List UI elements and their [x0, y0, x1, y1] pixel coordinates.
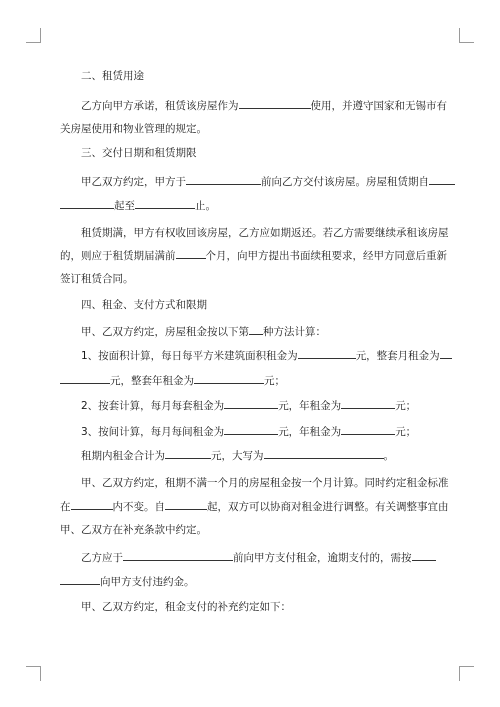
- penalty-rate-blank-cont[interactable]: [60, 574, 100, 585]
- rent-adjustment-line-1: 甲、乙双方约定，租期不满一个月的房屋租金按一个月计算。同时约定租金标准: [81, 477, 449, 489]
- fixed-rent-period-blank[interactable]: [71, 499, 113, 510]
- lease-end-blank[interactable]: [135, 198, 195, 209]
- section-3-paragraph-1-line-1: 甲乙双方约定，甲方于 前向乙方交付该房屋。房屋租赁期自: [81, 174, 442, 189]
- section-2-heading: 二、租赁用途: [81, 70, 144, 82]
- rent-adjustment-line-3: 甲、乙双方在补充条款中约定。: [60, 524, 207, 536]
- section-4-heading: 四、租金、支付方式和限期: [81, 299, 207, 311]
- method-2-line: 2、按套计算，每月每套租金为 元，年租金为 元；: [81, 400, 417, 412]
- total-rent-in-words-blank[interactable]: [264, 448, 384, 459]
- method-number-blank[interactable]: [249, 324, 263, 335]
- lease-start-blank-cont[interactable]: [60, 198, 114, 209]
- annual-rent-blank[interactable]: [194, 373, 264, 384]
- method-1-line-2: 元，整套年租金为 元；: [60, 373, 442, 388]
- renewal-months-blank[interactable]: [176, 248, 206, 259]
- monthly-rent-blank[interactable]: [440, 348, 452, 359]
- payment-deadline-line-1: 乙方应于 前向甲方支付租金，逾期支付的，需按: [81, 550, 442, 565]
- section-4-method-line: 甲、乙双方约定，房屋租金按以下第 种方法计算：: [81, 326, 326, 338]
- annual-rent-per-unit-blank[interactable]: [341, 398, 395, 409]
- payment-deadline-line-2: 向甲方支付违约金。: [60, 574, 442, 589]
- payment-date-blank[interactable]: [123, 550, 233, 561]
- crop-mark-bottom-right: [459, 666, 474, 681]
- delivery-date-blank[interactable]: [186, 174, 261, 185]
- daily-rent-per-sqm-blank[interactable]: [298, 348, 356, 359]
- monthly-rent-blank-cont[interactable]: [60, 373, 110, 384]
- total-rent-blank[interactable]: [165, 448, 211, 459]
- section-3-paragraph-1-line-2: 起至 止。: [60, 198, 442, 213]
- method-1-line-1: 1、按面积计算，每日每平方米建筑面积租金为 元，整套月租金为: [81, 348, 442, 363]
- penalty-rate-blank[interactable]: [412, 550, 436, 561]
- section-2-paragraph-line-2: 关房屋使用和物业管理的规定。: [60, 123, 207, 135]
- section-3-paragraph-2-line-3: 签订租赁合同。: [60, 273, 134, 285]
- crop-mark-top-left: [26, 28, 41, 43]
- rent-adjustment-line-2: 在 内不变。自 起，双方可以协商对租金进行调整。有关调整事宜由: [60, 501, 449, 513]
- section-3-paragraph-2-line-2: 的，则应于租赁期届满前 个月，向甲方提出书面续租要求，经甲方同意后重新: [60, 250, 447, 262]
- section-2-paragraph-line-1: 乙方向甲方承诺，租赁该房屋作为 使用，并遵守国家和无锡市有: [81, 100, 447, 112]
- crop-mark-bottom-left: [26, 666, 41, 681]
- usage-blank[interactable]: [239, 98, 311, 109]
- supplementary-payment-line: 甲、乙双方约定，租金支付的补充约定如下：: [81, 601, 291, 613]
- annual-rent-per-room-blank[interactable]: [341, 424, 395, 435]
- monthly-rent-per-room-blank[interactable]: [224, 424, 278, 435]
- total-rent-line: 租期内租金合计为 元，大写为 。: [81, 450, 394, 462]
- lease-start-blank[interactable]: [429, 174, 455, 185]
- section-3-paragraph-2-line-1: 租赁期满，甲方有权收回该房屋，乙方应如期返还。若乙方需要继续承租该房屋: [81, 227, 449, 239]
- crop-mark-top-right: [459, 28, 474, 43]
- adjustment-start-blank[interactable]: [165, 499, 207, 510]
- section-3-heading: 三、交付日期和租赁期限: [81, 147, 197, 159]
- monthly-rent-per-unit-blank[interactable]: [224, 398, 278, 409]
- method-3-line: 3、按间计算，每月每间租金为 元，年租金为 元；: [81, 426, 417, 438]
